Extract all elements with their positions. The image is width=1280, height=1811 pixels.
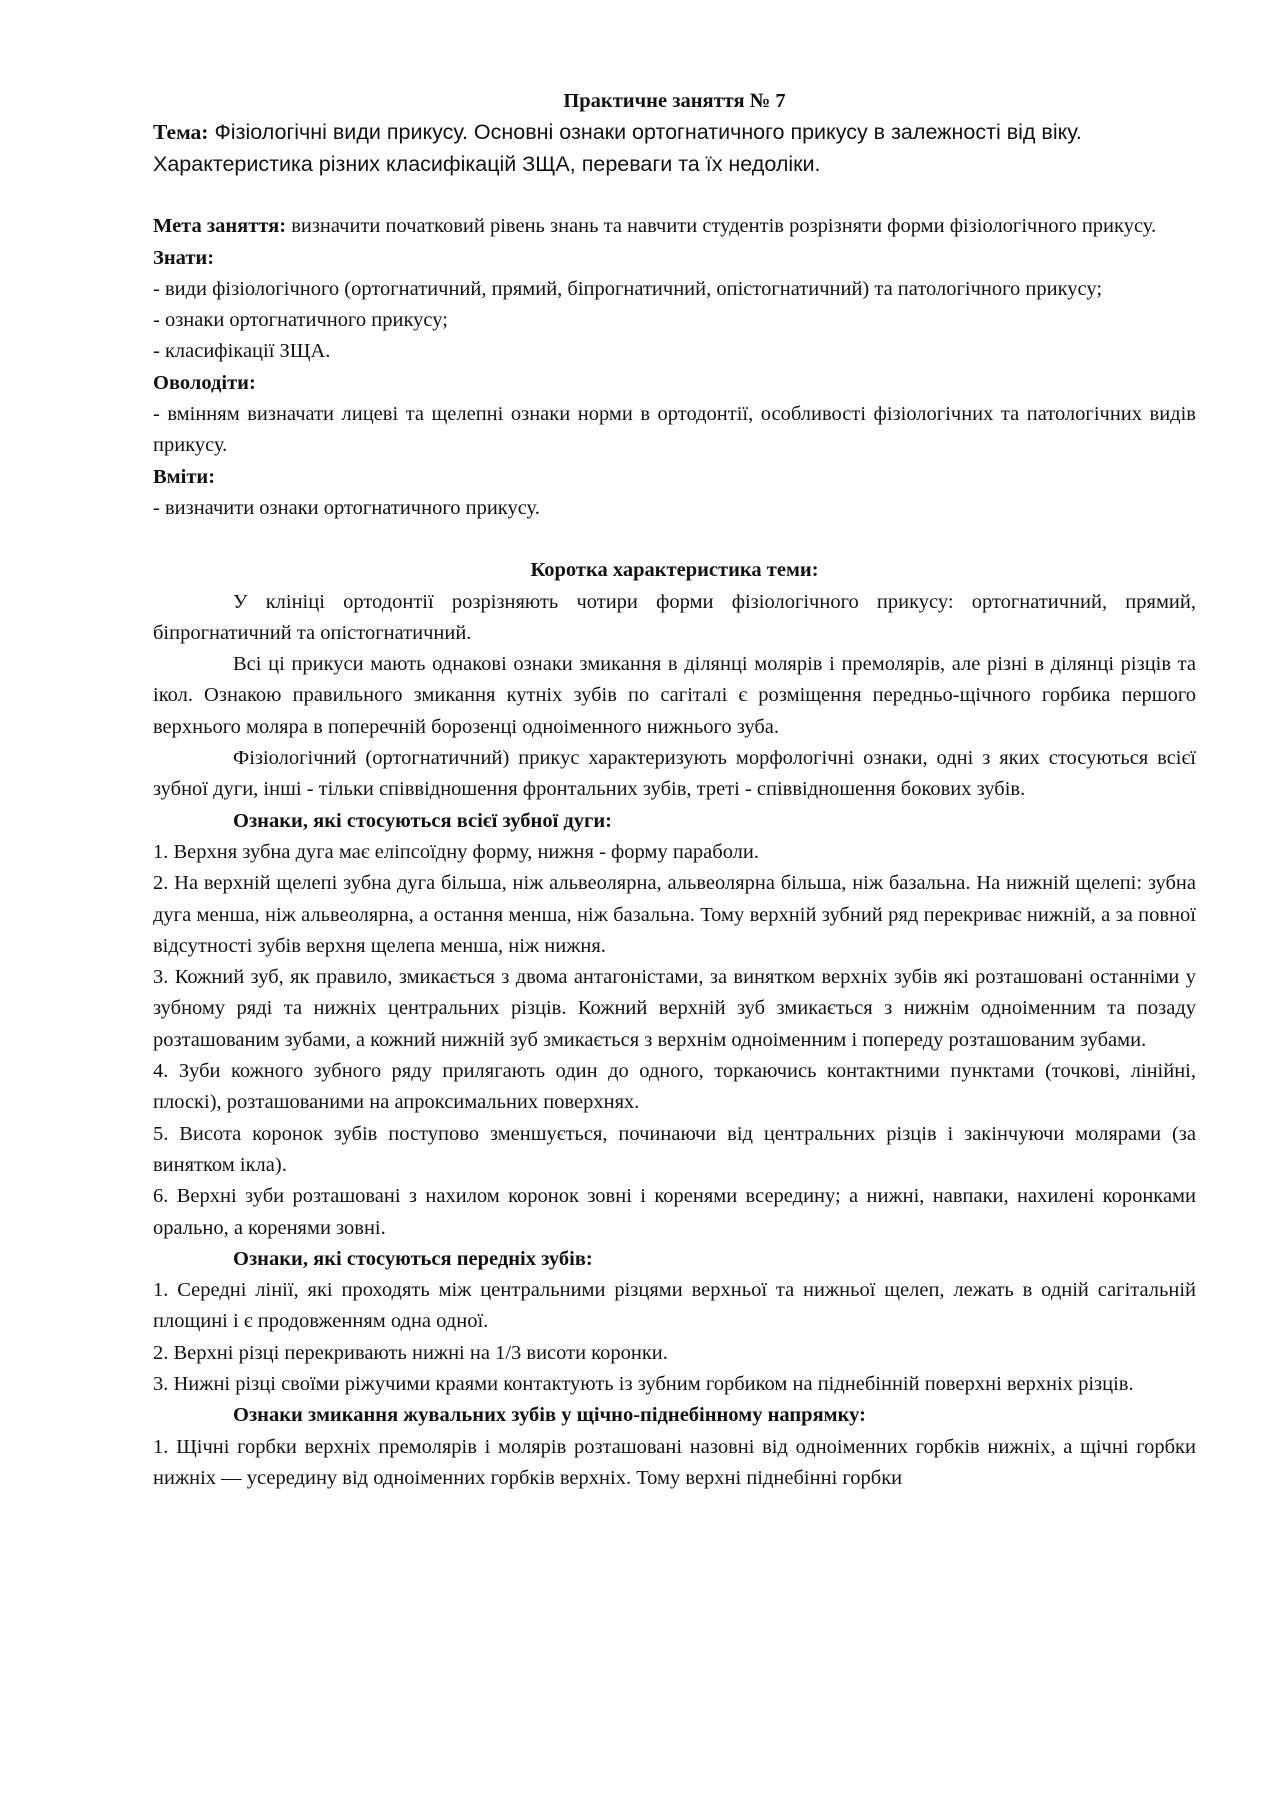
topic-label: Тема: (153, 120, 209, 145)
spacer (153, 180, 1196, 211)
summary-paragraph: Фізіологічний (ортогнатичний) прикус характеризують морфологічні ознаки, одні з яких стосуються всієї зубної дуги, інші - тільки співвідношення фронтальних зубів, треті - співвідношення бокових зубів. (153, 747, 1196, 801)
arch-sign-item: 1. Верхня зубна дуга має еліпсоїдну форму, нижня - форму параболи. (153, 840, 760, 863)
chewing-signs-heading: Ознаки змикання жувальних зубів у щічно-піднебінному напрямку: (233, 1404, 866, 1427)
know-item: - ознаки ортогнатичного прикусу; (153, 309, 448, 332)
know-item: - класифікації ЗЩА. (153, 340, 331, 363)
spacer (153, 524, 1196, 555)
master-heading: Оволодіти: (153, 371, 256, 394)
arch-sign-item: 6. Верхні зуби розташовані з нахилом коронок зовні і коренями всередину; а нижні, навпаки, нахилені коронками орально, а коренями зовні. (153, 1185, 1196, 1239)
summary-paragraph: Всі ці прикуси мають однакові ознаки змикання в ділянці молярів і премолярів, але різні в ділянці різців та ікол. Ознакою правильного змикання кутніх зубів по сагіталі є розміщення передньо-щічного горбика першого верхнього моляра в поперечній борозенці одноіменного нижнього зуба. (153, 653, 1196, 738)
topic-text: Фізіологічні види прикусу. Основні ознаки ортогнатичного прикусу в залежності від віку. Характеристика різних класифікацій ЗЩА, переваги та їх недоліки. (153, 120, 1082, 176)
goal-label: Мета заняття: (153, 215, 287, 238)
know-item: - види фізіологічного (ортогнатичний, прямий, біпрогнатичний, опістогнатичний) та патологічного прикусу; (153, 277, 1103, 300)
page-title: Практичне заняття № 7 (563, 90, 786, 112)
front-sign-item: 3. Нижні різці своїми ріжучими краями контактують із зубним горбиком на піднебінній поверхні верхніх різців. (153, 1372, 1134, 1395)
topic-paragraph (153, 117, 1196, 180)
arch-sign-item: 4. Зуби кожного зубного ряду прилягають один до одного, торкаючись контактними пунктами (точкові, лінійні, плоскі), розташованими на апроксимальних поверхнях. (153, 1060, 1196, 1114)
summary-paragraph: У клініці ортодонтії розрізняють чотири форми фізіологічного прикусу: ортогнатичний, прямий, біпрогнатичний та опістогнатичний. (153, 590, 1196, 644)
arch-sign-item: 3. Кожний зуб, як правило, змикається з двома антагоністами, за винятком верхніх зубів які розташовані останніми у зубному ряді та нижніх центральних різців. Кожний верхній зуб змикається з нижнім одноіменним та позаду розташованим зубами, а кожний нижній зуб змикається з верхнім одноіменним і попереду розташованим зубами. (153, 966, 1196, 1051)
able-heading: Вміти: (153, 465, 216, 488)
know-heading: Знати: (153, 246, 215, 269)
chewing-sign-item: 1. Щічні горбки верхніх премолярів і молярів розташовані назовні від одноіменних горбків нижніх, а щічні горбки нижніх — усередину від одноіменних горбків верхніх. Тому верхні піднебінні горбки (153, 1435, 1196, 1489)
front-sign-item: 2. Верхні різці перекривають нижні на 1/3 висоти коронки. (153, 1341, 668, 1364)
goal-text: визначити початковий рівень знань та навчити студентів розрізняти форми фізіологічного прикусу. (286, 215, 1157, 238)
arch-sign-item: 5. Висота коронок зубів поступово зменшується, починаючи від центральних різців і закінчуючи молярами (за винятком ікла). (153, 1122, 1196, 1176)
summary-heading: Коротка характеристика теми: (530, 559, 819, 582)
goal-paragraph (153, 211, 1196, 242)
front-signs-heading: Ознаки, які стосуються передніх зубів: (233, 1247, 593, 1270)
arch-signs-heading: Ознаки, які стосуються всієї зубної дуги: (233, 809, 612, 832)
master-item: - вмінням визначати лицеві та щелепні ознаки норми в ортодонтії, особливості фізіологічних та патологічних видів прикусу. (153, 403, 1196, 457)
front-sign-item: 1. Середні лінії, які проходять між центральними різцями верхньої та нижньої щелеп, лежать в одній сагітальній площині і є продовженням одна одної. (153, 1279, 1196, 1333)
able-item: - визначити ознаки ортогнатичного прикусу. (153, 496, 540, 519)
arch-sign-item: 2. На верхній щелепі зубна дуга більша, ніж альвеолярна, альвеолярна більша, ніж базальна. На нижній щелепі: зубна дуга менша, ніж альвеолярна, а остання менша, ніж базальна. Тому верхній зубний ряд перекриває нижній, а за повної відсутності зубів верхня щелепа менша, ніж нижня. (153, 872, 1196, 957)
